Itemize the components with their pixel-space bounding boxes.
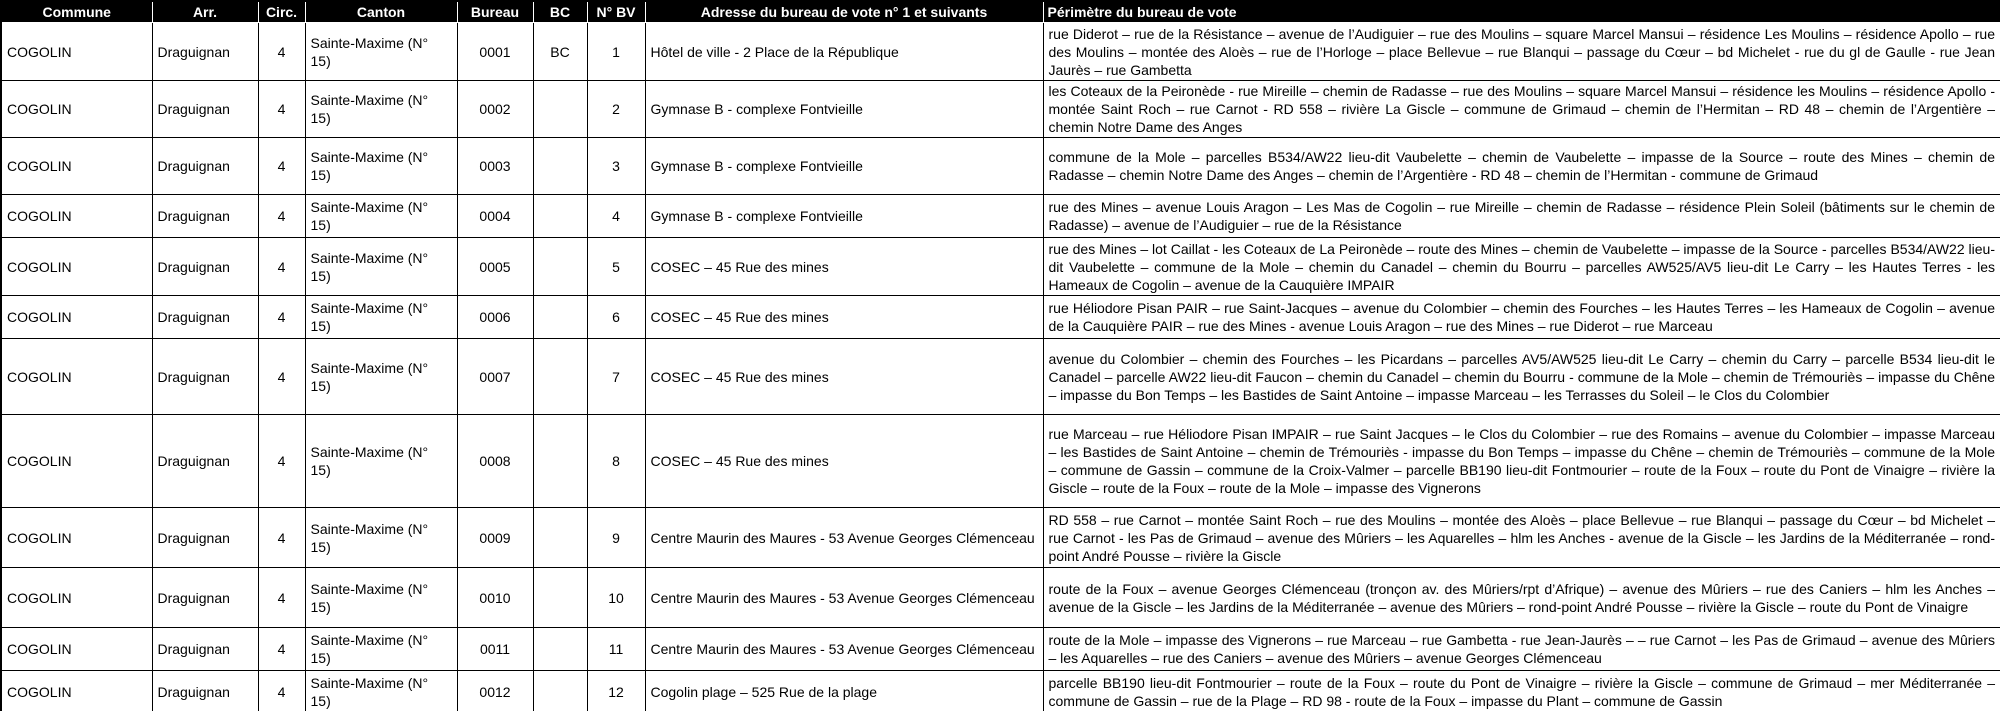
cell-canton: Sainte-Maxime (N° 15)	[305, 628, 457, 671]
cell-adresse: Centre Maurin des Maures - 53 Avenue Georges Clémenceau	[645, 568, 1043, 628]
cell-commune: COGOLIN	[1, 195, 152, 238]
cell-num-bv: 12	[587, 671, 645, 711]
cell-perimetre: les Coteaux de la Peironède - rue Mireille – chemin de Radasse – rue des Moulins – square Marcel Mansui – résidence les Moulins – résidence Apollo - montée Saint Roch – rue Carnot - RD 558 – rivière La Giscle – commune de Grimaud – chemin de l’Hermitan – RD 48 – chemin de l’Argentière – chemin Notre Dame des Anges	[1043, 81, 2000, 138]
cell-num-bv: 4	[587, 195, 645, 238]
cell-circ: 4	[258, 81, 305, 138]
cell-circ: 4	[258, 628, 305, 671]
cell-arr: Draguignan	[152, 138, 258, 195]
cell-adresse: COSEC – 45 Rue des mines	[645, 339, 1043, 415]
cell-bureau: 0003	[457, 138, 533, 195]
cell-circ: 4	[258, 339, 305, 415]
cell-commune: COGOLIN	[1, 508, 152, 568]
cell-adresse: COSEC – 45 Rue des mines	[645, 238, 1043, 296]
cell-num-bv: 11	[587, 628, 645, 671]
cell-perimetre: rue des Mines – lot Caillat - les Coteaux de La Peironède – route des Mines – chemin de Vaubelette – impasse de la Source - parcelles B534/AW22 lieu-dit Vaubelette – commune de la Mole – chemin du Canadel – chemin du Bourru – parcelles AW525/AV5 lieu-dit Le Carry – les Hautes Terres - les Hameaux de Cogolin – avenue de la Cauquière IMPAIR	[1043, 238, 2000, 296]
cell-canton: Sainte-Maxime (N° 15)	[305, 238, 457, 296]
cell-adresse: Gymnase B - complexe Fontvieille	[645, 138, 1043, 195]
cell-bc	[533, 138, 587, 195]
cell-bc	[533, 296, 587, 339]
cell-bureau: 0012	[457, 671, 533, 711]
cell-arr: Draguignan	[152, 568, 258, 628]
cell-num-bv: 8	[587, 415, 645, 508]
cell-circ: 4	[258, 23, 305, 81]
cell-perimetre: commune de la Mole – parcelles B534/AW22 lieu-dit Vaubelette – chemin de Vaubelette – impasse de la Source – route des Mines – chemin de Radasse – chemin Notre Dame des Anges – chemin de l’Argentière - RD 48 – chemin de l’Hermitan - commune de Grimaud	[1043, 138, 2000, 195]
cell-adresse: Gymnase B - complexe Fontvieille	[645, 81, 1043, 138]
cell-num-bv: 2	[587, 81, 645, 138]
cell-adresse: Cogolin plage – 525 Rue de la plage	[645, 671, 1043, 711]
cell-adresse: Gymnase B - complexe Fontvieille	[645, 195, 1043, 238]
cell-adresse: Centre Maurin des Maures - 53 Avenue Georges Clémenceau	[645, 508, 1043, 568]
cell-canton: Sainte-Maxime (N° 15)	[305, 195, 457, 238]
cell-bureau: 0004	[457, 195, 533, 238]
table-row	[1, 568, 2000, 628]
table-row	[1, 339, 2000, 415]
cell-num-bv: 1	[587, 23, 645, 81]
cell-adresse: COSEC – 45 Rue des mines	[645, 296, 1043, 339]
header-circ: Circ.	[258, 1, 305, 23]
cell-canton: Sainte-Maxime (N° 15)	[305, 415, 457, 508]
header-commune: Commune	[1, 1, 152, 23]
cell-bureau: 0005	[457, 238, 533, 296]
cell-num-bv: 3	[587, 138, 645, 195]
cell-bureau: 0002	[457, 81, 533, 138]
cell-arr: Draguignan	[152, 415, 258, 508]
table-row	[1, 195, 2000, 238]
header-bureau: Bureau	[457, 1, 533, 23]
table-row	[1, 23, 2000, 81]
cell-bc	[533, 628, 587, 671]
cell-adresse: COSEC – 45 Rue des mines	[645, 415, 1043, 508]
cell-bc	[533, 81, 587, 138]
cell-circ: 4	[258, 138, 305, 195]
cell-commune: COGOLIN	[1, 81, 152, 138]
cell-canton: Sainte-Maxime (N° 15)	[305, 23, 457, 81]
header-num-bv: N° BV	[587, 1, 645, 23]
cell-num-bv: 5	[587, 238, 645, 296]
cell-bureau: 0007	[457, 339, 533, 415]
cell-commune: COGOLIN	[1, 23, 152, 81]
cell-bureau: 0009	[457, 508, 533, 568]
cell-bc	[533, 195, 587, 238]
cell-bc	[533, 238, 587, 296]
cell-bc: BC	[533, 23, 587, 81]
cell-canton: Sainte-Maxime (N° 15)	[305, 568, 457, 628]
cell-arr: Draguignan	[152, 23, 258, 81]
cell-circ: 4	[258, 568, 305, 628]
cell-bureau: 0006	[457, 296, 533, 339]
header-arr: Arr.	[152, 1, 258, 23]
cell-bc	[533, 415, 587, 508]
table-header	[1, 1, 2000, 23]
header-adresse: Adresse du bureau de vote n° 1 et suivants	[645, 1, 1043, 23]
cell-bc	[533, 568, 587, 628]
cell-perimetre: route de la Foux – avenue Georges Clémenceau (tronçon av. des Mûriers/rpt d’Afrique) – avenue des Mûriers – rue des Caniers – hlm les Anches – avenue de la Giscle – les Jardins de la Méditerranée – avenue des Mûriers – rond-point André Pousse – rivière la Giscle – route du Pont de Vinaigre	[1043, 568, 2000, 628]
cell-arr: Draguignan	[152, 508, 258, 568]
cell-circ: 4	[258, 296, 305, 339]
cell-perimetre: rue Marceau – rue Héliodore Pisan IMPAIR – rue Saint Jacques – le Clos du Colombier – rue des Romains – avenue du Colombier – impasse Marceau – les Bastides de Saint Antoine – chemin de Trémouriès - impasse du Bon Temps – impasse du Chêne – chemin de Trémouriès – commune de la Mole – commune de Gassin – commune de la Croix-Valmer – parcelle BB190 lieu-dit Fontmourier – route de la Foux – route du Pont de Vinaigre – rivière la Giscle – route de la Foux – route de la Mole – impasse des Vignerons	[1043, 415, 2000, 508]
cell-num-bv: 9	[587, 508, 645, 568]
cell-arr: Draguignan	[152, 628, 258, 671]
cell-perimetre: avenue du Colombier – chemin des Fourches – les Picardans – parcelles AV5/AW525 lieu-dit Le Carry – chemin du Carry – parcelle B534 lieu-dit le Canadel – parcelle AW22 lieu-dit Faucon – chemin du Canadel – chemin du Bourru - commune de la Mole – chemin de Trémouriès – impasse du Chêne – impasse du Bon Temps – les Bastides de Saint Antoine – impasse Marceau – les Terrasses du Soleil – le Clos du Colombier	[1043, 339, 2000, 415]
cell-arr: Draguignan	[152, 238, 258, 296]
cell-circ: 4	[258, 671, 305, 711]
cell-circ: 4	[258, 195, 305, 238]
cell-commune: COGOLIN	[1, 628, 152, 671]
cell-num-bv: 6	[587, 296, 645, 339]
cell-canton: Sainte-Maxime (N° 15)	[305, 138, 457, 195]
cell-canton: Sainte-Maxime (N° 15)	[305, 81, 457, 138]
cell-bureau: 0001	[457, 23, 533, 81]
cell-canton: Sainte-Maxime (N° 15)	[305, 339, 457, 415]
table-row	[1, 296, 2000, 339]
cell-commune: COGOLIN	[1, 238, 152, 296]
header-perimetre: Périmètre du bureau de vote	[1043, 1, 2000, 23]
cell-adresse: Centre Maurin des Maures - 53 Avenue Georges Clémenceau	[645, 628, 1043, 671]
cell-canton: Sainte-Maxime (N° 15)	[305, 296, 457, 339]
table-row	[1, 508, 2000, 568]
cell-circ: 4	[258, 415, 305, 508]
cell-arr: Draguignan	[152, 195, 258, 238]
cell-canton: Sainte-Maxime (N° 15)	[305, 671, 457, 711]
table-row	[1, 671, 2000, 711]
cell-commune: COGOLIN	[1, 339, 152, 415]
cell-circ: 4	[258, 508, 305, 568]
cell-commune: COGOLIN	[1, 296, 152, 339]
cell-bc	[533, 508, 587, 568]
cell-commune: COGOLIN	[1, 568, 152, 628]
cell-perimetre: rue des Mines – avenue Louis Aragon – Les Mas de Cogolin – rue Mireille – chemin de Radasse – résidence Plein Soleil (bâtiments sur le chemin de Radasse) – avenue de l’Audiguier – rue de la Résistance	[1043, 195, 2000, 238]
cell-bc	[533, 671, 587, 711]
header-bc: BC	[533, 1, 587, 23]
cell-bureau: 0008	[457, 415, 533, 508]
cell-bc	[533, 339, 587, 415]
cell-circ: 4	[258, 238, 305, 296]
cell-perimetre: rue Diderot – rue de la Résistance – avenue de l’Audiguier – rue des Moulins – square Marcel Mansui – résidence Les Moulins – résidence Apollo – rue des Moulins – montée des Aloès – rue de l’Horloge – place Bellevue – rue Blanqui – passage du Cœur – bd Michelet - rue du gl de Gaulle - rue Jean Jaurès – rue Gambetta	[1043, 23, 2000, 81]
cell-perimetre: route de la Mole – impasse des Vignerons – rue Marceau – rue Gambetta - rue Jean-Jaurès – – rue Carnot – les Pas de Grimaud – avenue des Mûriers – les Aquarelles – rue des Caniers – avenue des Mûriers – avenue Georges Clémenceau	[1043, 628, 2000, 671]
table-body	[1, 23, 2000, 711]
cell-num-bv: 7	[587, 339, 645, 415]
table-row	[1, 81, 2000, 138]
cell-bureau: 0011	[457, 628, 533, 671]
cell-perimetre: RD 558 – rue Carnot – montée Saint Roch – rue des Moulins – montée des Aloès – place Bellevue – rue Blanqui – passage du Cœur – bd Michelet – rue Carnot - les Pas de Grimaud – avenue des Mûriers – les Aquarelles – hlm les Anches - avenue de la Giscle – les Jardins de la Méditerranée – rond-point André Pousse – rivière la Giscle	[1043, 508, 2000, 568]
header-canton: Canton	[305, 1, 457, 23]
header-row	[1, 1, 2000, 23]
table-row	[1, 138, 2000, 195]
table-row	[1, 238, 2000, 296]
cell-adresse: Hôtel de ville - 2 Place de la République	[645, 23, 1043, 81]
cell-arr: Draguignan	[152, 339, 258, 415]
table-row	[1, 415, 2000, 508]
cell-commune: COGOLIN	[1, 138, 152, 195]
cell-num-bv: 10	[587, 568, 645, 628]
cell-perimetre: parcelle BB190 lieu-dit Fontmourier – route de la Foux – route du Pont de Vinaigre – rivière la Giscle – commune de Grimaud – mer Méditerranée – commune de Gassin – rue de la Plage – RD 98 - route de la Foux – impasse du Plant – commune de Gassin	[1043, 671, 2000, 711]
cell-arr: Draguignan	[152, 296, 258, 339]
cell-perimetre: rue Héliodore Pisan PAIR – rue Saint-Jacques – avenue du Colombier – chemin des Fourches – les Hautes Terres – les Hameaux de Cogolin – avenue de la Cauquière PAIR – rue des Mines - avenue Louis Aragon – rue des Mines – rue Diderot – rue Marceau	[1043, 296, 2000, 339]
cell-bureau: 0010	[457, 568, 533, 628]
cell-canton: Sainte-Maxime (N° 15)	[305, 508, 457, 568]
cell-commune: COGOLIN	[1, 415, 152, 508]
cell-commune: COGOLIN	[1, 671, 152, 711]
table-row	[1, 628, 2000, 671]
cell-arr: Draguignan	[152, 81, 258, 138]
cell-arr: Draguignan	[152, 671, 258, 711]
